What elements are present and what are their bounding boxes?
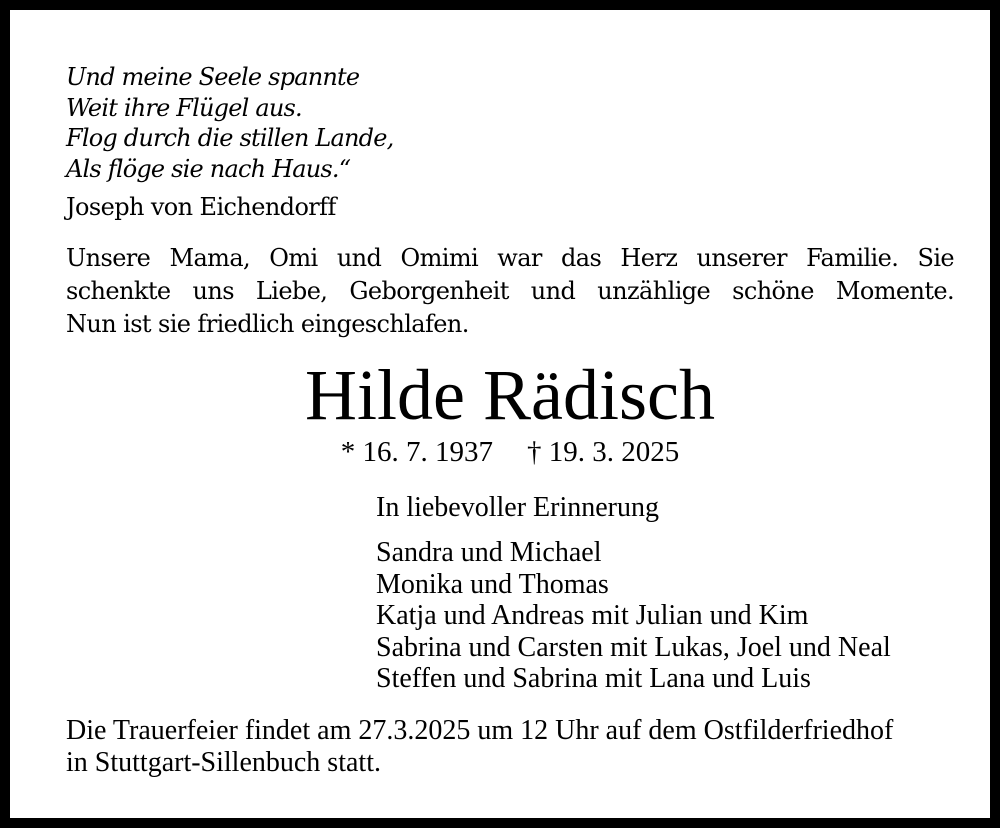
death-date: † 19. 3. 2025 <box>527 436 680 468</box>
ceremony-info <box>66 715 893 779</box>
poem-line-4: Als flöge sie nach Haus.“ <box>66 154 351 183</box>
intro-line-1: Unsere Mama, Omi und Omimi war das Herz unserer Familie. Sie <box>66 244 954 272</box>
poem-line-1: Und meine Seele spannte <box>66 63 360 91</box>
intro-paragraph <box>66 242 954 341</box>
poem-line-2: Weit ihre Flügel aus. <box>66 93 302 122</box>
poem-author: Joseph von Eichendorff <box>66 193 336 221</box>
intro-line-2: schenkte uns Liebe, Geborgenheit und unzählige schöne Momente. <box>66 277 954 305</box>
life-dates <box>10 434 1000 470</box>
family-member-5: Steffen und Sabrina mit Lana und Luis <box>376 663 811 694</box>
memory-line: In liebevoller Erinnerung <box>376 492 660 523</box>
family-member-1: Sandra und Michael <box>376 537 602 568</box>
birth-date: * 16. 7. 1937 <box>340 436 493 468</box>
family-member-4: Sabrina und Carsten mit Lukas, Joel und Neal <box>376 631 891 663</box>
family-list <box>376 537 891 695</box>
family-member-3: Katja und Andreas mit Julian und Kim <box>376 600 809 631</box>
poem-line-3: Flog durch die stillen Lande, <box>66 124 394 152</box>
deceased-name: Hilde Rädisch <box>305 355 715 435</box>
family-member-2: Monika und Thomas <box>376 568 609 600</box>
poem-quote <box>66 62 393 184</box>
ceremony-line-2: in Stuttgart-Sillenbuch statt. <box>66 747 381 778</box>
ceremony-line-1: Die Trauerfeier findet am 27.3.2025 um 12 Uhr auf dem Ostfilderfriedhof <box>66 715 894 746</box>
intro-line-3: Nun ist sie friedlich eingeschlafen. <box>66 310 469 338</box>
